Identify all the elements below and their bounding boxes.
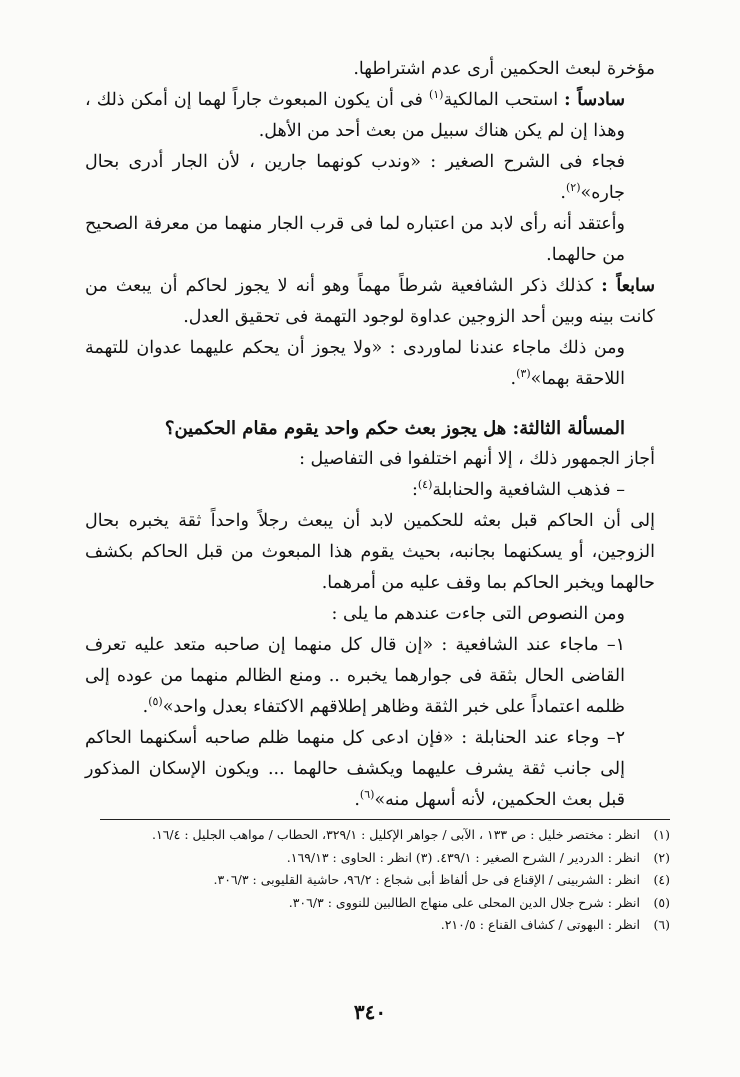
footnote-text: انظر : الشربينى / الإقناع فى حل ألفاظ أبى شجاع : ٩٦/٢، حاشية القليوبى : ٣٠٦/٣. bbox=[213, 872, 641, 887]
main-text bbox=[85, 54, 655, 816]
section-gap bbox=[85, 395, 655, 413]
footnote-number: (٢) bbox=[653, 849, 670, 865]
paragraph-text: ١– ماجاء عند الشافعية : «إن قال كل منهما إن صاحبه متعد عليه تعرف القاضى الحال بثقة فى جوارهما يخبره .. ومنع الظالم منهما من عوده إلى ظلمه اعتماداً على خبر الثقة وظاهر إطلاقهم الاكتفاء بعدل واحد» bbox=[85, 635, 625, 717]
paragraph bbox=[85, 506, 655, 599]
footnote-reference[interactable]: (٣) bbox=[516, 367, 531, 381]
footnote-item bbox=[80, 892, 670, 915]
paragraph-text: أجاز الجمهور ذلك ، إلا أنهم اختلفوا فى التفاصيل : bbox=[299, 449, 655, 469]
paragraph-text: إلى أن الحاكم قبل بعثه للحكمين لابد أن يبعث رجلاً واحداً ثقة يخبره بحال الزوجين، أو يسكنهما بجانبه، بحيث يقوم هذا المبعوث من قبل الحاكم بكشف حالهما ويخبر الحاكم بما وقف عليه من أمرهما. bbox=[85, 511, 655, 593]
paragraph bbox=[85, 147, 655, 209]
paragraph bbox=[85, 444, 655, 475]
footnote-text: انظر : شرح جلال الدين المحلى على منهاج الطالبين للنووى : ٣٠٦/٣. bbox=[288, 894, 641, 910]
paragraph-tail: . bbox=[354, 790, 360, 810]
paragraph-text: وأعتقد أنه رأى لابد من اعتباره لما فى قرب الجار منهما من معرفة الصحيح من حالهما. bbox=[85, 214, 625, 265]
footnote-reference[interactable]: (٤) bbox=[417, 478, 433, 492]
section-heading bbox=[85, 413, 655, 444]
footnote-number: (٤) bbox=[653, 872, 670, 887]
footnote-reference[interactable]: (٢) bbox=[566, 181, 581, 195]
paragraph-tail: . bbox=[560, 183, 566, 203]
footnote-item bbox=[80, 914, 670, 937]
footnote-item bbox=[80, 824, 670, 847]
paragraph-tail: . bbox=[510, 369, 517, 389]
paragraph bbox=[85, 723, 655, 816]
paragraph-text: – فذهب الشافعية والحنابلة bbox=[432, 480, 625, 500]
footnote-text: انظر : الدردير / الشرح الصغير : ٤٣٩/١. (٣) انظر : الحاوى : ١٦٩/١٣. bbox=[286, 849, 641, 865]
footnote-item bbox=[80, 847, 670, 870]
paragraph-text: هل يجوز بعث حكم واحد يقوم مقام الحكمين؟ bbox=[164, 418, 513, 439]
paragraph-text: مؤخرة لبعث الحكمين أرى عدم اشتراطها. bbox=[353, 59, 655, 79]
paragraph-tail: : bbox=[411, 480, 418, 500]
paragraph-lead: سابعاً : bbox=[601, 276, 655, 296]
paragraph-text: ٢– وجاء عند الحنابلة : «فإن ادعى كل منهما ظلم صاحبه أسكنهما الحاكم إلى جانب ثقة يشرف عليهما ويكشف حالهما ... ويكون الإسكان المذكور قبل بعث الحكمين، لأنه أسهل منه» bbox=[85, 728, 625, 810]
paragraph bbox=[85, 630, 655, 723]
paragraph bbox=[85, 85, 655, 147]
paragraph-text: كذلك ذكر الشافعية شرطاً مهماً وهو أنه لا يجوز لحاكم أن يبعث من كانت بينه وبين أحد الزوجين عداوة لوجود التهمة فى تحقيق العدل. bbox=[85, 276, 655, 327]
paragraph-text: ومن النصوص التى جاءت عندهم ما يلى : bbox=[331, 604, 625, 624]
footnote-number: (٦) bbox=[653, 917, 670, 932]
footnote-divider bbox=[100, 819, 670, 820]
paragraph bbox=[85, 599, 655, 630]
footnote-item bbox=[80, 869, 670, 892]
footnote-number: (٥) bbox=[653, 894, 670, 910]
footnote-text: انظر : البهوتى / كشاف القناع : ٢١٠/٥. bbox=[440, 917, 641, 932]
paragraph-tail: . bbox=[142, 697, 149, 717]
paragraph-lead: المسألة الثالثة: bbox=[512, 418, 625, 439]
paragraph-text: استحب المالكية bbox=[443, 90, 565, 110]
paragraph-text: ومن ذلك ماجاء عندنا لماوردى : «ولا يجوز أن يحكم عليهما عدوان للتهمة اللاحقة بهما» bbox=[85, 338, 625, 389]
footnote-text: انظر : مختصر خليل : ص ١٣٣ ، الآبى / جواهر الإكليل : ٣٢٩/١، الحطاب / مواهب الجليل : ١٦/٤. bbox=[152, 827, 641, 842]
paragraph bbox=[85, 271, 655, 333]
paragraph bbox=[85, 209, 655, 271]
paragraph bbox=[85, 475, 655, 506]
page-number: ٣٤٠ bbox=[353, 1000, 387, 1024]
footnotes bbox=[80, 824, 670, 937]
footnote-reference[interactable]: (١) bbox=[428, 88, 444, 102]
paragraph-lead: سادساً : bbox=[564, 90, 625, 110]
footnote-reference[interactable]: (٥) bbox=[148, 695, 163, 709]
paragraph-tail: فى أن يكون المبعوث جاراً لهما إن أمكن ذلك ، وهذا إن لم يكن هناك سبيل من بعث أحد من الأهل. bbox=[85, 90, 625, 141]
paragraph bbox=[85, 54, 655, 85]
footnote-reference[interactable]: (٦) bbox=[359, 788, 375, 802]
paragraph bbox=[85, 333, 655, 395]
paragraph-text: فجاء فى الشرح الصغير : «وندب كونهما جارين ، لأن الجار أدرى بحال جاره» bbox=[85, 152, 625, 203]
footnote-number: (١) bbox=[653, 827, 670, 842]
